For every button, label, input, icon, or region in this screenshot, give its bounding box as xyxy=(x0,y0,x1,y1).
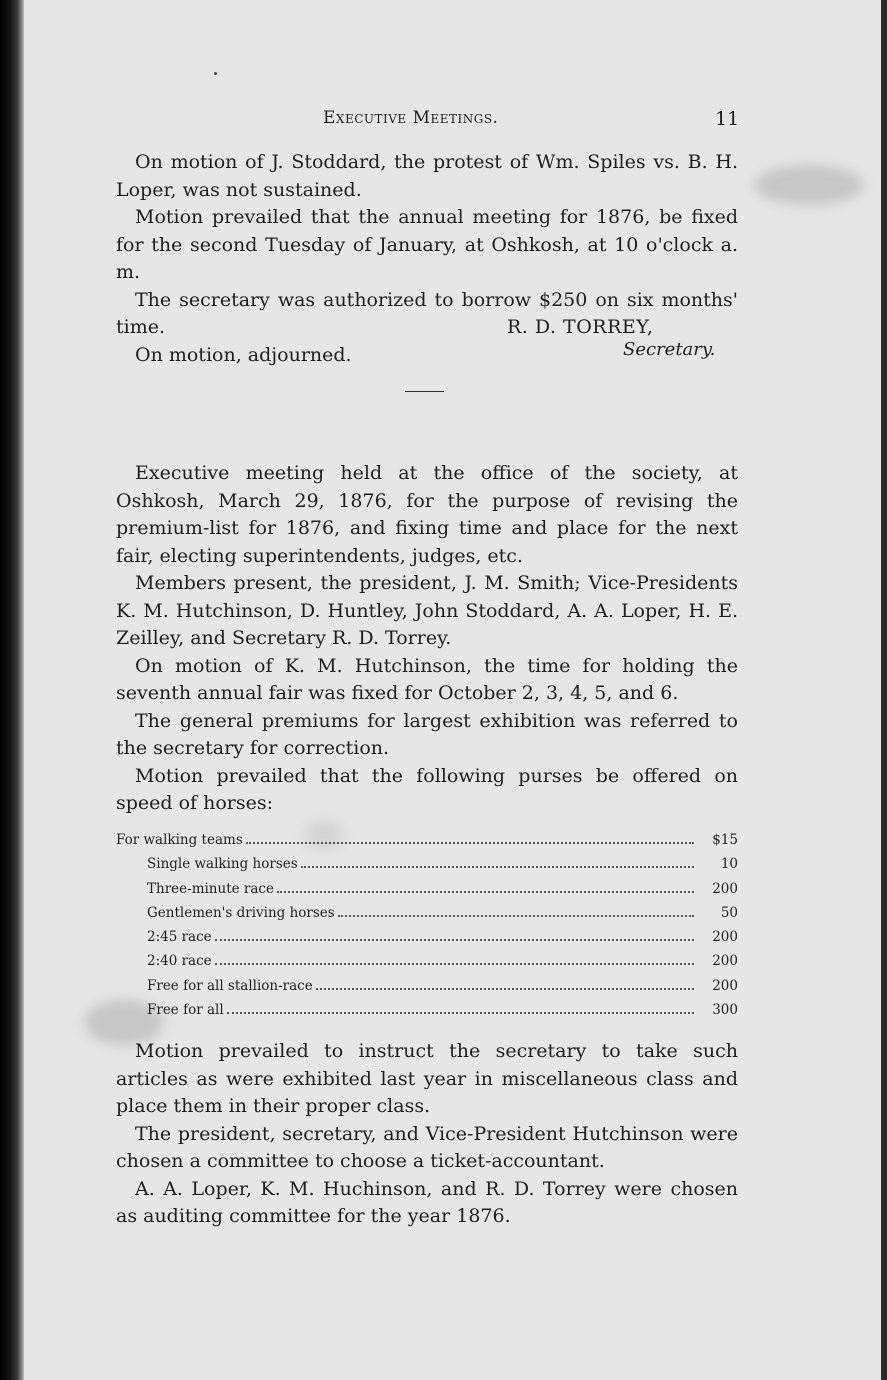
purse-row xyxy=(116,905,738,929)
purse-amount: $15 xyxy=(712,832,738,848)
dot-leader xyxy=(338,915,694,917)
purse-row xyxy=(116,881,738,905)
dot-leader xyxy=(316,988,694,990)
dot-leader xyxy=(246,842,694,844)
page-stain xyxy=(754,165,864,205)
paragraph: A. A. Loper, K. M. Huchinson, and R. D. Torrey were chosen as auditing committee for the year 1876. xyxy=(116,1177,738,1227)
purse-amount: 50 xyxy=(720,904,738,921)
page-number: 11 xyxy=(715,108,740,130)
purse-list xyxy=(116,832,738,1026)
section-divider xyxy=(405,391,444,392)
paragraph: The secretary was authorized to borrow $250 on six months' time. xyxy=(116,288,738,338)
paragraph: On motion, adjourned. xyxy=(135,343,352,366)
dot-leader xyxy=(215,939,694,941)
minutes-section-2 xyxy=(116,460,738,818)
paragraph: Motion prevailed to instruct the secretary to take such articles as were exhibited last year in miscellaneous class and place them in their proper class. xyxy=(116,1040,738,1117)
paragraph: Motion prevailed that the annual meeting for 1876, be fixed for the second Tuesday of January, at Oshkosh, at 10 o'clock a. m. xyxy=(116,206,738,283)
purse-label: Free for all xyxy=(147,1002,224,1019)
purse-label: For walking teams xyxy=(116,832,243,848)
purse-amount: 10 xyxy=(720,856,738,873)
purse-amount: 200 xyxy=(712,977,738,994)
dot-leader xyxy=(227,1012,694,1014)
purse-amount: 200 xyxy=(712,880,738,897)
page-speck xyxy=(214,72,217,75)
dot-leader xyxy=(277,891,694,893)
purse-label: 2:45 race xyxy=(147,929,212,946)
minutes-section-3 xyxy=(116,1038,738,1231)
dot-leader xyxy=(215,963,694,965)
purse-label: Three-minute race xyxy=(147,880,274,897)
purse-row xyxy=(116,832,738,856)
dot-leader xyxy=(301,866,694,868)
paragraph: On motion of K. M. Hutchinson, the time for holding the seventh annual fair was fixed for October 2, 3, 4, 5, and 6. xyxy=(116,654,738,704)
purse-amount: 300 xyxy=(712,1002,738,1019)
purse-amount: 200 xyxy=(712,953,738,970)
purse-row xyxy=(116,953,738,977)
purse-row xyxy=(116,978,738,1002)
paragraph: Members present, the president, J. M. Smith; Vice-Presidents K. M. Hutchinson, D. Huntley, John Stoddard, A. A. Loper, H. E. Zeilley, and Secretary R. D. Torrey. xyxy=(116,572,738,649)
signature-title: Secretary. xyxy=(623,339,716,360)
purse-label: Single walking horses xyxy=(147,856,298,873)
purse-row xyxy=(116,856,738,880)
paragraph: The president, secretary, and Vice-President Hutchinson were chosen a committee to choose a ticket-accountant. xyxy=(116,1122,738,1172)
book-binding-edge xyxy=(0,0,24,1380)
running-header: Executive Meetings. xyxy=(323,108,499,128)
paragraph: Motion prevailed that the following purses be offered on speed of horses: xyxy=(116,764,738,814)
paragraph: Executive meeting held at the office of the society, at Oshkosh, March 29, 1876, for the purpose of revising the premium-list for 1876, and fixing time and place for the next fair, electing superintendents, judges, etc. xyxy=(116,462,738,567)
purse-row xyxy=(116,1002,738,1026)
purse-row xyxy=(116,929,738,953)
signature-name: R. D. TORREY, xyxy=(507,316,654,338)
purse-label: Gentlemen's driving horses xyxy=(147,904,335,921)
purse-amount: 200 xyxy=(712,929,738,946)
purse-label: 2:40 race xyxy=(147,953,212,970)
right-page-edge xyxy=(881,0,887,1380)
paragraph: On motion of J. Stoddard, the protest of Wm. Spiles vs. B. H. Loper, was not sustained. xyxy=(116,151,738,201)
purse-label: Free for all stallion-race xyxy=(147,977,313,994)
paragraph: The general premiums for largest exhibition was referred to the secretary for correction. xyxy=(116,709,738,759)
